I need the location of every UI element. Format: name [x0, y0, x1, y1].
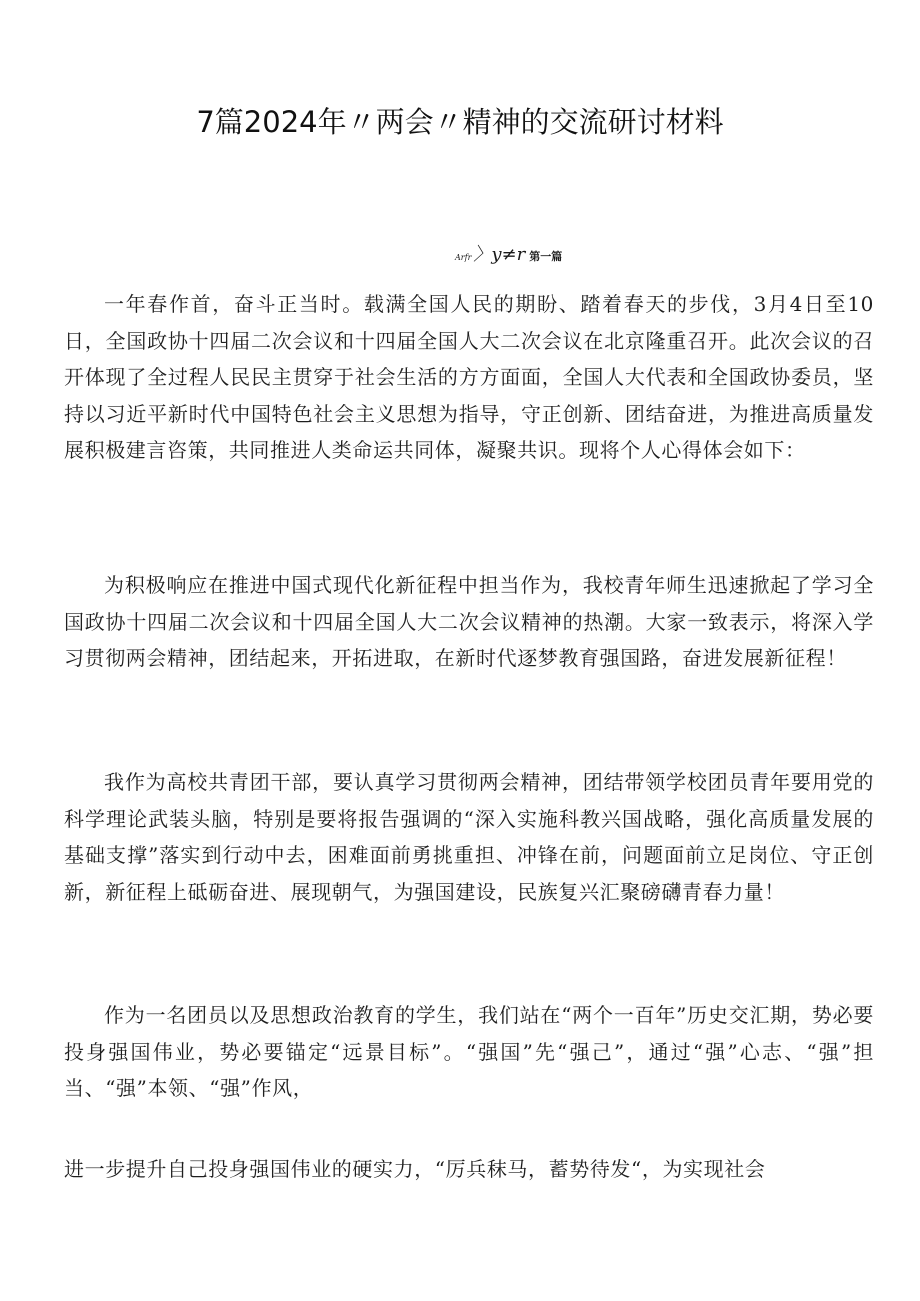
body-paragraph-3: 我作为高校共青团干部，要认真学习贯彻两会精神，团结带领学校团员青年要用党的科学理论武装头脑，特别是要将报告强调的“深入实施科教兴国战略，强化高质量发展的基础支撑”落实到行动中去，困难面前勇挑重担、冲锋在前，问题面前立足岗位、守正创新，新征程上砥砺奋进、展现朝气，为强国建设，民族复兴汇聚磅礴青春力量！ [64, 770, 874, 904]
section-mark-prefix: Arfr [455, 253, 472, 262]
section-mark-glyphs: 〉y≠r [473, 244, 526, 265]
section-label: 第一篇 [529, 250, 563, 263]
document-title: 7篇2024年〃两会〃精神的交流研讨材料 [196, 105, 724, 139]
body-paragraph-2: 为积极响应在推进中国式现代化新征程中担当作为，我校青年师生迅速掀起了学习全国政协十四届二次会议和十四届全国人大二次会议精神的热潮。大家一致表示，将深入学习贯彻两会精神，团结起来，开拓进取，在新时代逐梦教育强国路，奋进发展新征程！ [64, 573, 874, 670]
body-paragraph-5: 进一步提升自己投身强国伟业的硬实力，“厉兵秣马，蓄势待发“，为实现社会 [64, 1157, 766, 1181]
body-paragraph-1: 一年春作首，奋斗正当时。载满全国人民的期盼、踏着春天的步伐，3月4日至10日，全国政协十四届二次会议和十四届全国人大二次会议在北京隆重召开。此次会议的召开体现了全过程人民民主贯穿于社会生活的方方面面，全国人大代表和全国政协委员，坚持以习近平新时代中国特色社会主义思想为指导，守正创新、团结奋进，为推进高质量发展积极建言咨策，共同推进人类命运共同体，凝聚共识。现将个人心得体会如下： [64, 292, 874, 462]
body-paragraph-4: 作为一名团员以及思想政治教育的学生，我们站在“两个一百年”历史交汇期，势必要投身强国伟业，势必要锚定“远景目标”。“强国”先“强己”，通过“强”心志、“强”担当、“强”本领、“强”作风， [64, 1003, 874, 1100]
section-heading [455, 240, 562, 266]
